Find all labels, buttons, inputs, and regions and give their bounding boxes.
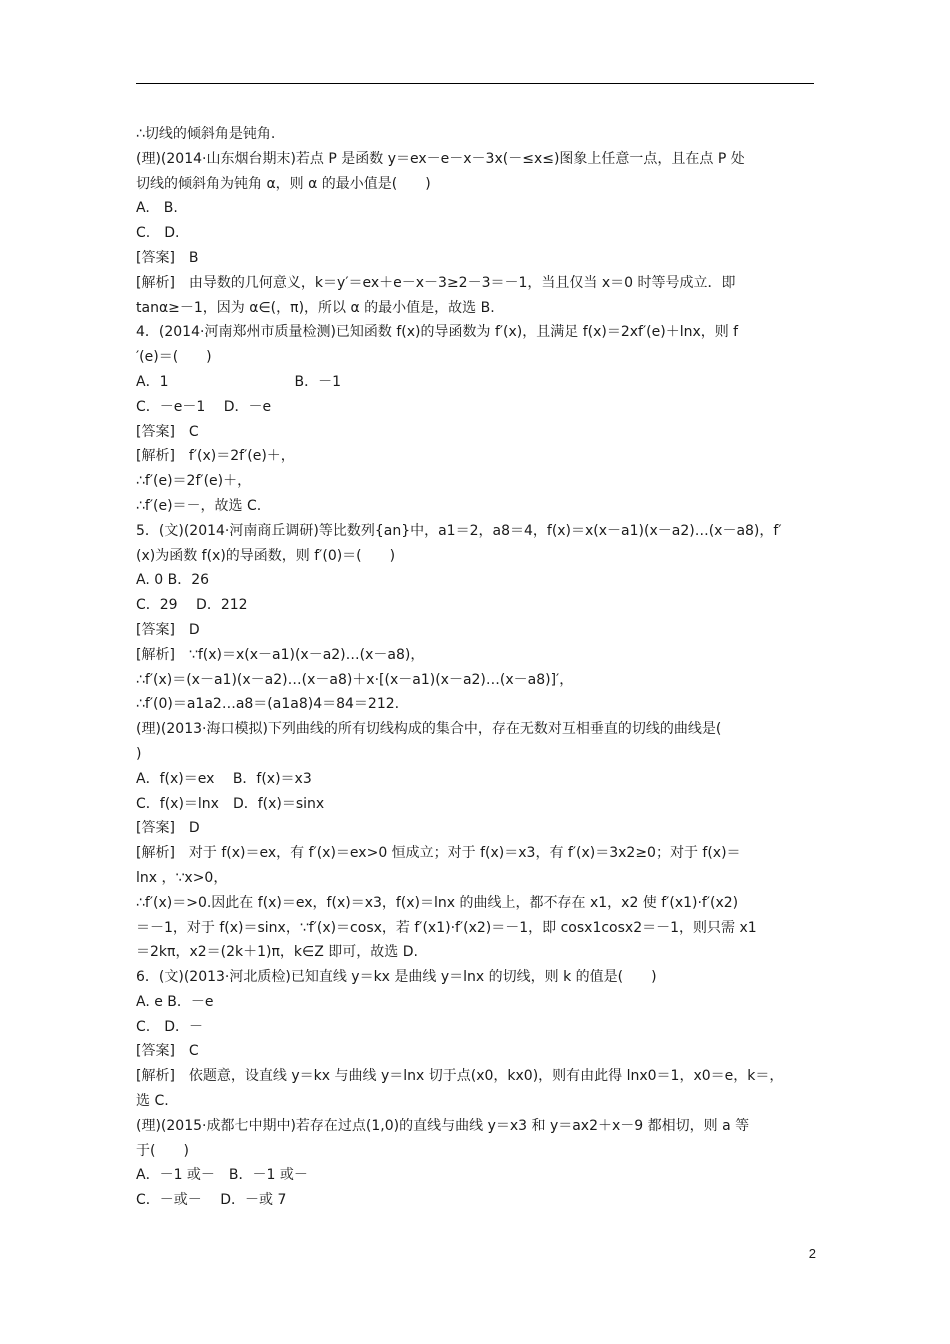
text-line: C．29 D．212 — [136, 597, 248, 614]
text-line: [解析] 依题意，设直线 y＝kx 与曲线 y＝lnx 切于点(x0，kx0)，则有由此得 lnx0＝1，x0＝e，k＝， — [136, 1068, 784, 1085]
text-line: 于( ) — [136, 1142, 189, 1159]
text-line: A．－1 或－ B．－1 或－ — [136, 1167, 308, 1184]
text-line: (理)(2014·山东烟台期末)若点 P 是函数 y＝ex－e－x－3x(－≤x≤)图象上任意一点，且在点 P 处 — [136, 150, 745, 167]
text-line: [答案] D — [136, 820, 200, 837]
text-line: tanα≥－1，因为 α∈(，π)，所以 α 的最小值是，故选 B. — [136, 299, 495, 316]
text-line: (理)(2013·海口模拟)下列曲线的所有切线构成的集合中，存在无数对互相垂直的切线的曲线是( — [136, 721, 722, 738]
text-line: ∴f′(x)＝>0.因此在 f(x)＝ex，f(x)＝x3，f(x)＝lnx 的曲线上，都不存在 x1，x2 使 f′(x1)·f′(x2) — [136, 894, 739, 911]
text-line: A. e B．－e — [136, 993, 214, 1010]
page-body — [136, 122, 818, 1213]
text-line: [解析] f′(x)＝2f′(e)＋， — [136, 448, 295, 465]
page-number: 2 — [808, 1246, 816, 1261]
text-line: [答案] C — [136, 423, 199, 440]
text-line: ∴f′(x)＝(x－a1)(x－a2)…(x－a8)＋x·[(x－a1)(x－a2)…(x－a8)]′， — [136, 671, 574, 688]
text-line: C．f(x)＝lnx D．f(x)＝sinx — [136, 795, 325, 812]
text-line: [答案] C — [136, 1043, 199, 1060]
text-line: C．－或－ D．－或 7 — [136, 1192, 287, 1209]
text-line: 5．(文)(2014·河南商丘调研)等比数列{an}中，a1＝2，a8＝4，f(x)＝x(x－a1)(x－a2)…(x－a8)，f′ — [136, 522, 782, 539]
text-line: A．f(x)＝ex B．f(x)＝x3 — [136, 770, 312, 787]
text-line: [答案] D — [136, 621, 200, 638]
text-line: A. 0 B．26 — [136, 572, 210, 589]
text-line: 切线的倾斜角为钝角 α，则 α 的最小值是( ) — [136, 175, 431, 192]
header-rule — [136, 83, 814, 84]
text-line: (理)(2015·成都七中期中)若存在过点(1,0)的直线与曲线 y＝x3 和 y＝ax2＋x－9 都相切，则 a 等 — [136, 1117, 750, 1134]
text-line: A．1 B．－1 — [136, 373, 341, 390]
text-line: ∴f′(e)＝－，故选 C. — [136, 497, 262, 514]
text-line: 选 C. — [136, 1093, 169, 1110]
text-line: (x)为函数 f(x)的导函数，则 f′(0)＝( ) — [136, 547, 396, 564]
text-line: ＝2kπ，x2＝(2k＋1)π，k∈Z 即可，故选 D. — [136, 944, 418, 961]
text-line: [解析] 对于 f(x)＝ex，有 f′(x)＝ex>0 恒成立；对于 f(x)＝x3，有 f′(x)＝3x2≥0；对于 f(x)＝ — [136, 845, 741, 862]
text-line: ＝－1，对于 f(x)＝sinx，∵f′(x)＝cosx，若 f′(x1)·f′(x2)＝－1，即 cosx1cosx2＝－1，则只需 x1 — [136, 919, 757, 936]
text-line: C. D. — [136, 225, 180, 242]
text-line: [解析] 由导数的几何意义，k＝y′＝ex＋e－x－3≥2－3＝－1，当且仅当 x＝0 时等号成立．即 — [136, 274, 736, 291]
text-line: [解析] ∵f(x)＝x(x－a1)(x－a2)…(x－a8)， — [136, 646, 425, 663]
text-line: 4．(2014·河南郑州市质量检测)已知函数 f(x)的导函数为 f′(x)，且满足 f(x)＝2xf′(e)＋lnx，则 f — [136, 324, 739, 341]
text-line: A. B. — [136, 200, 178, 217]
text-line: ) — [136, 745, 142, 762]
text-line: ∴切线的倾斜角是钝角. — [136, 126, 276, 142]
text-line: ′(e)＝( ) — [136, 349, 212, 366]
text-line: lnx ，∵x>0， — [136, 869, 228, 886]
text-line: 6．(文)(2013·河北质检)已知直线 y＝kx 是曲线 y＝lnx 的切线，则 k 的值是( ) — [136, 969, 657, 986]
text-line: ∴f′(0)＝a1a2…a8＝(a1a8)4＝84＝212. — [136, 696, 400, 713]
text-line: ∴f′(e)＝2f′(e)＋， — [136, 473, 252, 490]
text-line: C. D．－ — [136, 1018, 204, 1035]
text-line: C．－e－1 D．－e — [136, 398, 272, 415]
text-line: [答案] B — [136, 249, 199, 266]
